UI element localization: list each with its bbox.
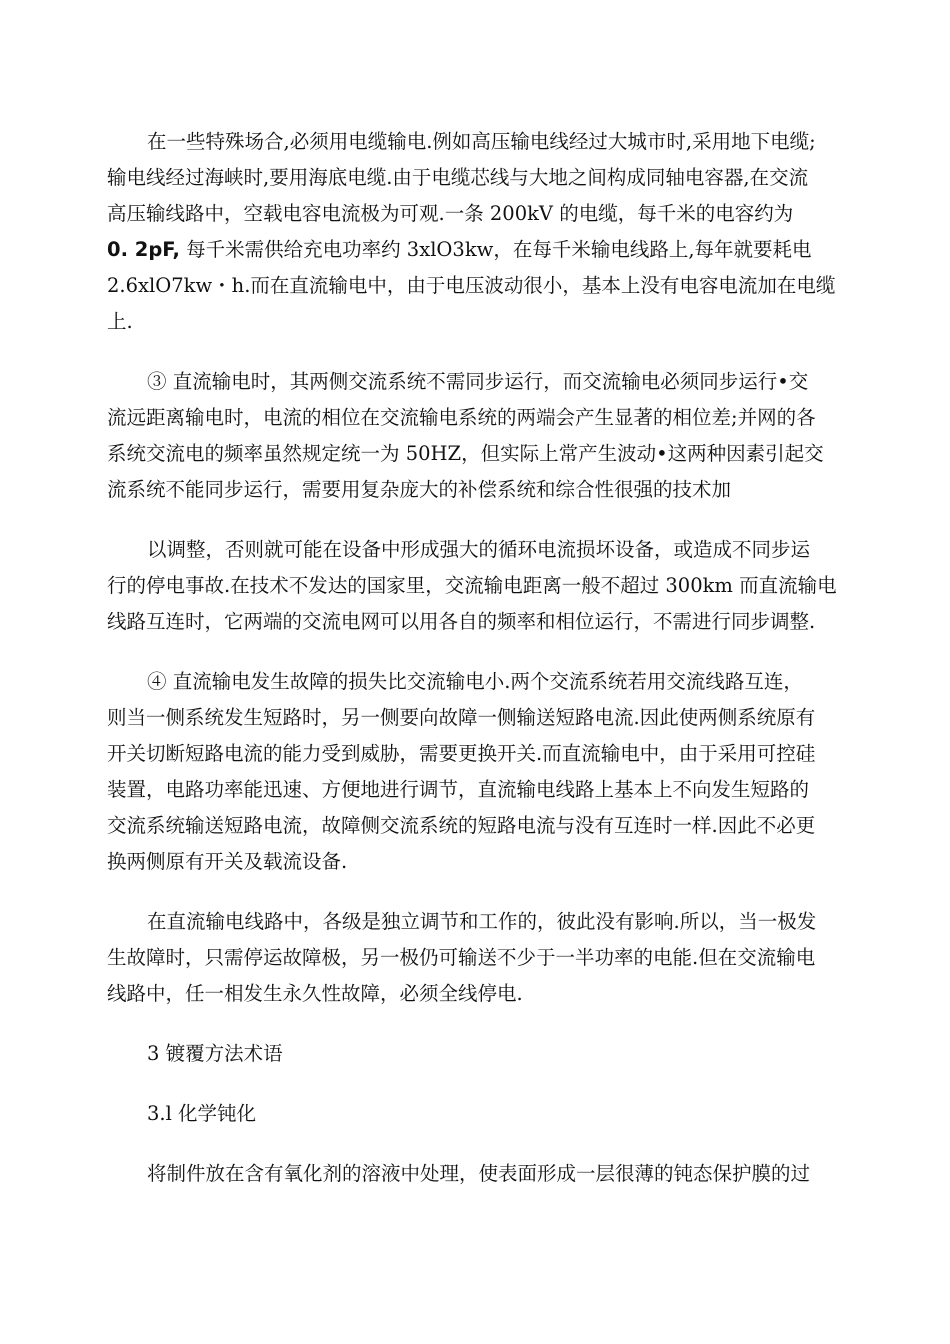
- paragraph-gap: [107, 640, 847, 664]
- subsection-heading: 3.l 化学钝化: [147, 1102, 257, 1125]
- paragraph-gap: [107, 880, 847, 904]
- text-line: 以调整，否则就可能在设备中形成强大的循环电流损坏设备，或造成不同步运: [147, 538, 811, 561]
- text-line: 高压输线路中，空载电容电流极为可观.一条 200kV 的电缆，每千米的电容约为: [107, 202, 794, 225]
- text-line: 上.: [107, 310, 133, 333]
- bold-value: 0. 2pF,: [107, 238, 180, 261]
- paragraph-fault-loss: [107, 664, 847, 880]
- paragraph-gap: [107, 1012, 847, 1036]
- paragraph-cable-capacitance: [107, 124, 847, 340]
- text-line: 行的停电事故.在技术不发达的国家里，交流输电距离一般不超过 300km 而直流输电: [107, 574, 837, 597]
- text-line: 将制件放在含有氧化剂的溶液中处理，使表面形成一层很薄的钝态保护膜的过: [147, 1162, 811, 1185]
- text-line: 装置，电路功率能迅速、方便地进行调节，直流输电线路上基本上不向发生短路的: [107, 778, 810, 801]
- text-line: 线路中，任一相发生永久性故障，必须全线停电.: [107, 982, 523, 1005]
- section-heading: 3 镀覆方法术语: [147, 1042, 283, 1065]
- text-line: 生故障时，只需停运故障极，另一极仍可输送不少于一半功率的电能.但在交流输电: [107, 946, 816, 969]
- text-line: ④ 直流输电发生故障的损失比交流输电小.两个交流系统若用交流线路互连，: [147, 670, 803, 693]
- text-line: 开关切断短路电流的能力受到威胁，需要更换开关.而直流输电中，由于采用可控硅: [107, 742, 816, 765]
- text-line: 交流系统输送短路电流，故障侧交流系统的短路电流与没有互连时一样.因此不必更: [107, 814, 816, 837]
- paragraph-chemical-passivation: [107, 1156, 847, 1192]
- paragraph-gap: [107, 340, 847, 364]
- text-line: 流远距离输电时，电流的相位在交流输电系统的两端会产生显著的相位差;并网的各: [107, 406, 816, 429]
- paragraph-adjustment: [107, 532, 847, 640]
- text-line: 在直流输电线路中，各级是独立调节和工作的，彼此没有影响.所以，当一极发: [147, 910, 817, 933]
- paragraph-gap: [107, 1072, 847, 1096]
- text-line: 流系统不能同步运行，需要用复杂庞大的补偿系统和综合性很强的技术加: [107, 478, 732, 501]
- text-line: 则当一侧系统发生短路时，另一侧要向故障一侧输送短路电流.因此使两侧系统原有: [107, 706, 816, 729]
- text-line: 2.6xlO7kw・h.而在直流输电中，由于电压波动很小，基本上没有电容电流加在电缆: [107, 274, 836, 297]
- text-line: [107, 232, 847, 268]
- text-line: 换两侧原有开关及载流设备.: [107, 850, 348, 873]
- text-span: 每千米需供给充电功率约 3xlO3kw，在每千米输电线路上,每年就要耗电: [179, 238, 812, 261]
- document-page: [107, 124, 847, 1192]
- paragraph-sync-operation: [107, 364, 847, 508]
- text-line: 输电线经过海峡时,要用海底电缆.由于电缆芯线与大地之间构成同轴电容器,在交流: [107, 166, 809, 189]
- paragraph-gap: [107, 1132, 847, 1156]
- text-line: 线路互连时，它两端的交流电网可以用各自的频率和相位运行，不需进行同步调整.: [107, 610, 816, 633]
- text-line: 系统交流电的频率虽然规定统一为 50HZ，但实际上常产生波动•这两种因素引起交: [107, 442, 824, 465]
- paragraph-gap: [107, 508, 847, 532]
- text-line: 在一些特殊场合,必须用电缆输电.例如高压输电线经过大城市时,采用地下电缆;: [147, 130, 816, 153]
- text-line: ③ 直流输电时，其两侧交流系统不需同步运行，而交流输电必须同步运行•交: [147, 370, 809, 393]
- paragraph-independent-poles: [107, 904, 847, 1012]
